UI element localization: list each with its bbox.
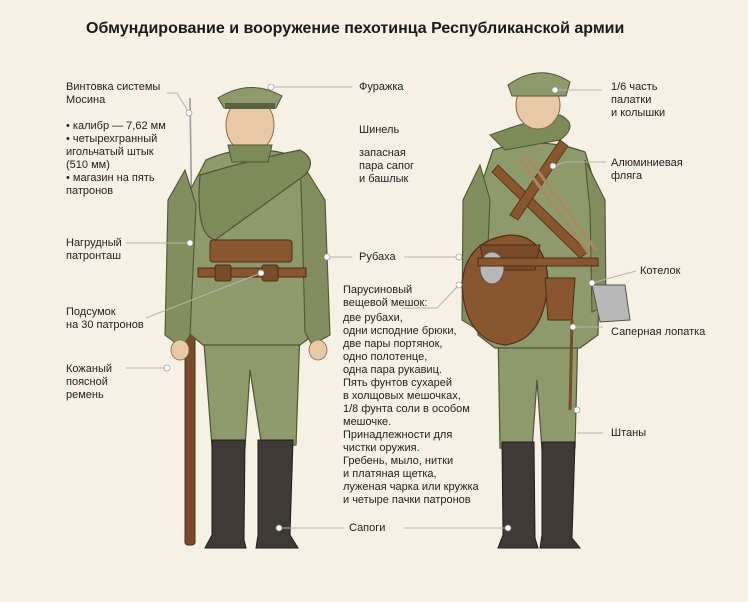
label-spare-boots: запасная пара сапог и башлык — [359, 147, 415, 185]
page-title: Обмундирование и вооружение пехотинца Республиканской армии — [86, 20, 625, 37]
rifle-spec-magazine: • магазин на пять патронов — [66, 172, 155, 197]
label-cap: Фуражка — [359, 81, 404, 93]
label-flask: Алюминиевая фляга — [611, 157, 683, 182]
label-bandolier: Нагрудный патронташ — [66, 237, 122, 262]
back-boots — [498, 442, 580, 548]
rifle-spec-caliber: • калибр — 7,62 мм — [66, 120, 166, 132]
label-rifle: Винтовка системы Мосина — [66, 81, 161, 106]
label-boots: Сапоги — [349, 522, 386, 534]
label-kit-bag-title: Парусиновый вещевой мешок: — [343, 284, 428, 309]
label-greatcoat: Шинель — [359, 124, 400, 136]
front-boots — [205, 440, 298, 548]
label-kit-bag-contents: две рубахи, одни исподние брюки, две пары портянок, одно полотенце, одна пара рукавиц. Пять фунтов сухарей в холщовых мешочках, 1/8 фунта соли в особом мешочке. Принадлежности для чистки оружия. Гребень, мыло, нитки и платяная щетка, луженая чарка или кружка и четыре пачки патронов — [343, 312, 479, 506]
label-trousers: Штаны — [611, 427, 647, 439]
label-shovel: Саперная лопатка — [611, 326, 706, 338]
label-shirt: Рубаха — [359, 251, 396, 263]
front-soldier-figure — [165, 87, 330, 548]
rifle-specs-list — [66, 120, 166, 198]
label-belt: Кожаный поясной ремень — [66, 363, 113, 401]
label-tent: 1/6 часть палатки и колышки — [611, 81, 666, 119]
label-pouch: Подсумок на 30 патронов — [66, 306, 144, 331]
rifle-spec-bayonet: • четырехгранный игольчатый штык (510 мм) — [66, 133, 158, 171]
back-soldier-figure — [462, 73, 630, 548]
label-pot: Котелок — [640, 265, 681, 277]
